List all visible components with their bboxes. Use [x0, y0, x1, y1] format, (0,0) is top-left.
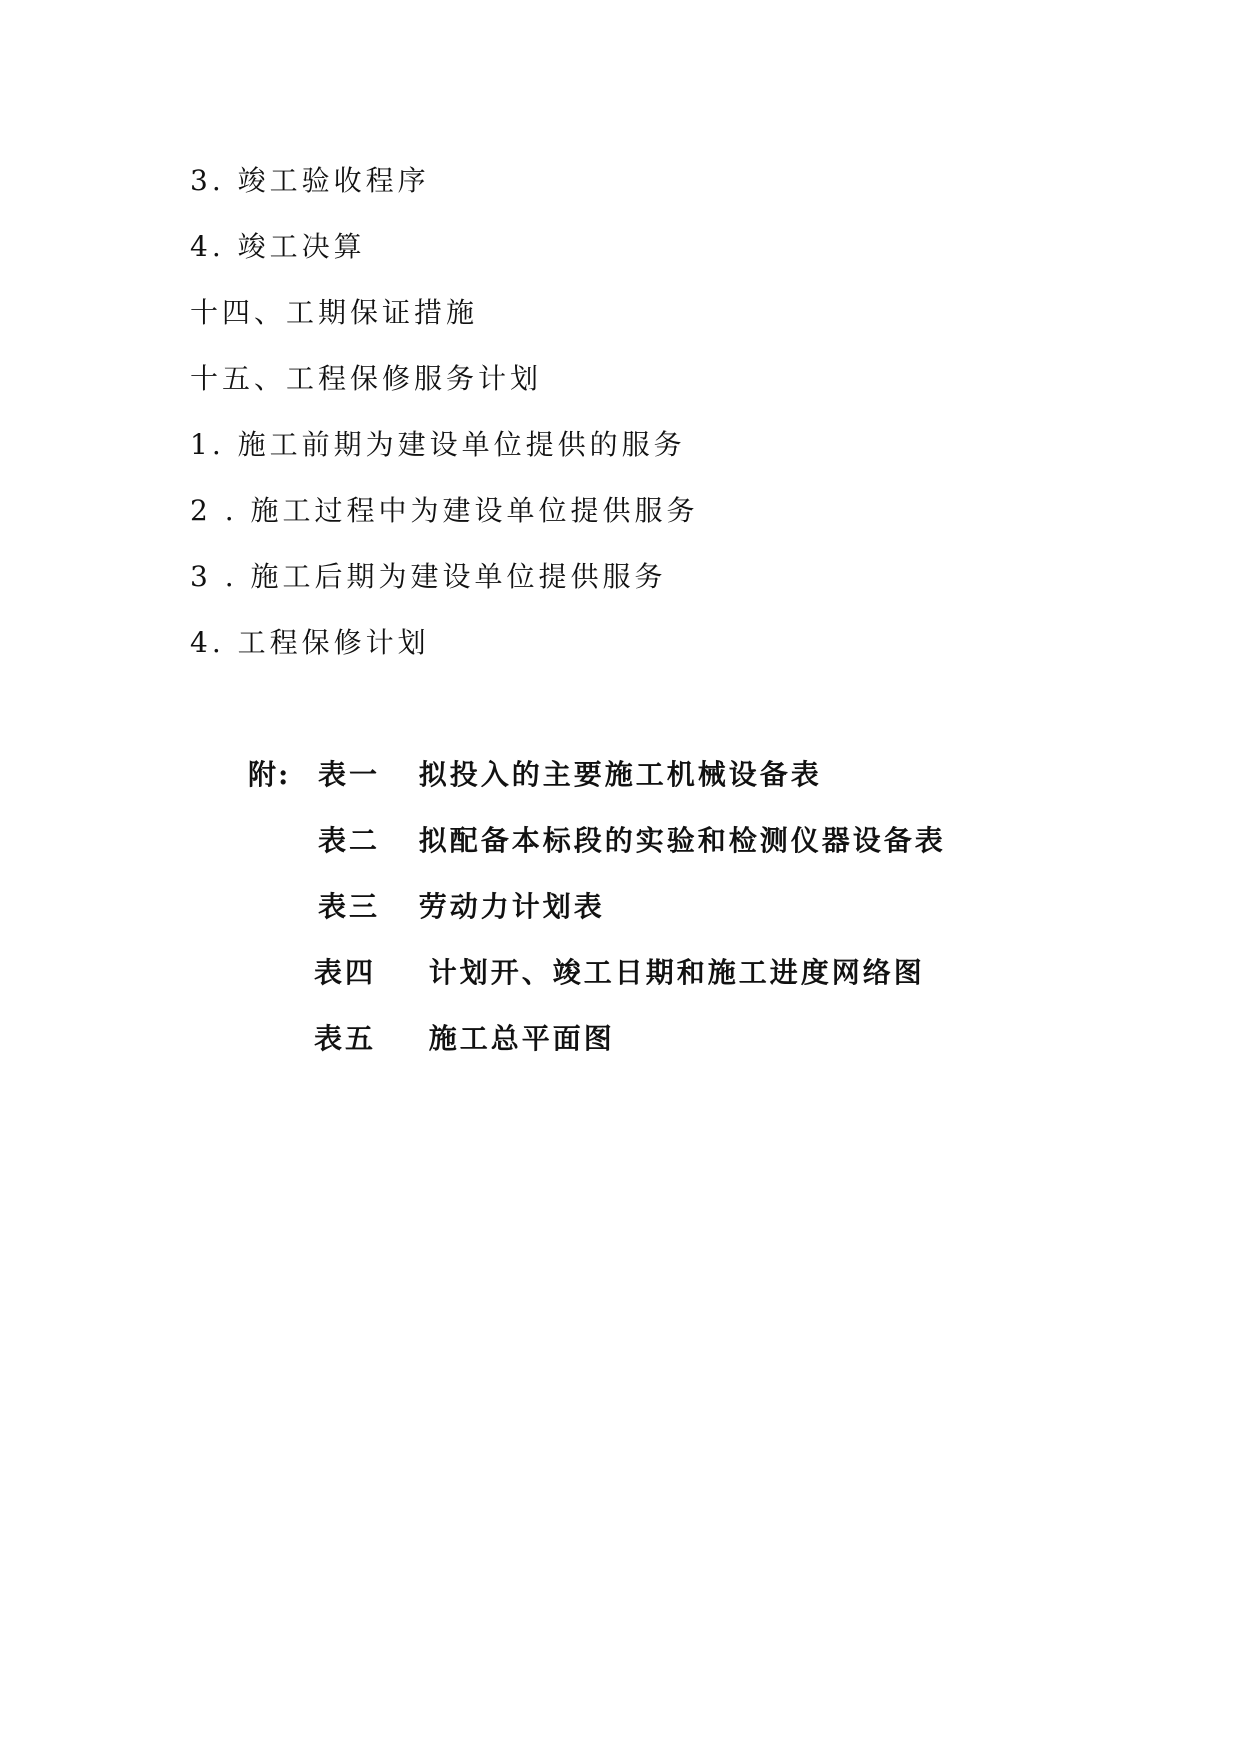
appendix-item-title: 计划开、竣工日期和施工进度网络图 — [428, 956, 925, 989]
appendix-item-label: 表五 — [314, 1022, 377, 1055]
appendix-item-title: 拟投入的主要施工机械设备表 — [418, 758, 822, 791]
appendix-item-4 — [314, 955, 925, 991]
appendix-item-title: 拟配备本标段的实验和检测仪器设备表 — [418, 824, 946, 857]
appendix-item-title: 施工总平面图 — [428, 1022, 615, 1055]
appendix-prefix: 附: — [248, 758, 291, 791]
appendix-item-label: 表三 — [318, 890, 381, 923]
appendix-item-3 — [318, 889, 605, 925]
appendix-item-1 — [318, 757, 822, 793]
toc-line-1: 3. 竣工验收程序 — [190, 164, 430, 197]
appendix-item-5 — [314, 1021, 615, 1057]
toc-line-4: 十五、工程保修服务计划 — [190, 362, 543, 395]
toc-line-2: 4. 竣工决算 — [190, 230, 366, 263]
appendix-item-2 — [318, 823, 946, 859]
appendix-item-label: 表四 — [314, 956, 377, 989]
appendix-item-label: 表一 — [318, 758, 381, 791]
toc-line-5: 1. 施工前期为建设单位提供的服务 — [190, 428, 686, 461]
toc-line-3: 十四、工期保证措施 — [190, 296, 479, 329]
toc-line-6: 2 . 施工过程中为建设单位提供服务 — [190, 494, 699, 527]
toc-line-7: 3 . 施工后期为建设单位提供服务 — [190, 560, 667, 593]
appendix-item-title: 劳动力计划表 — [418, 890, 605, 923]
toc-line-8: 4. 工程保修计划 — [190, 626, 430, 659]
appendix-item-label: 表二 — [318, 824, 381, 857]
